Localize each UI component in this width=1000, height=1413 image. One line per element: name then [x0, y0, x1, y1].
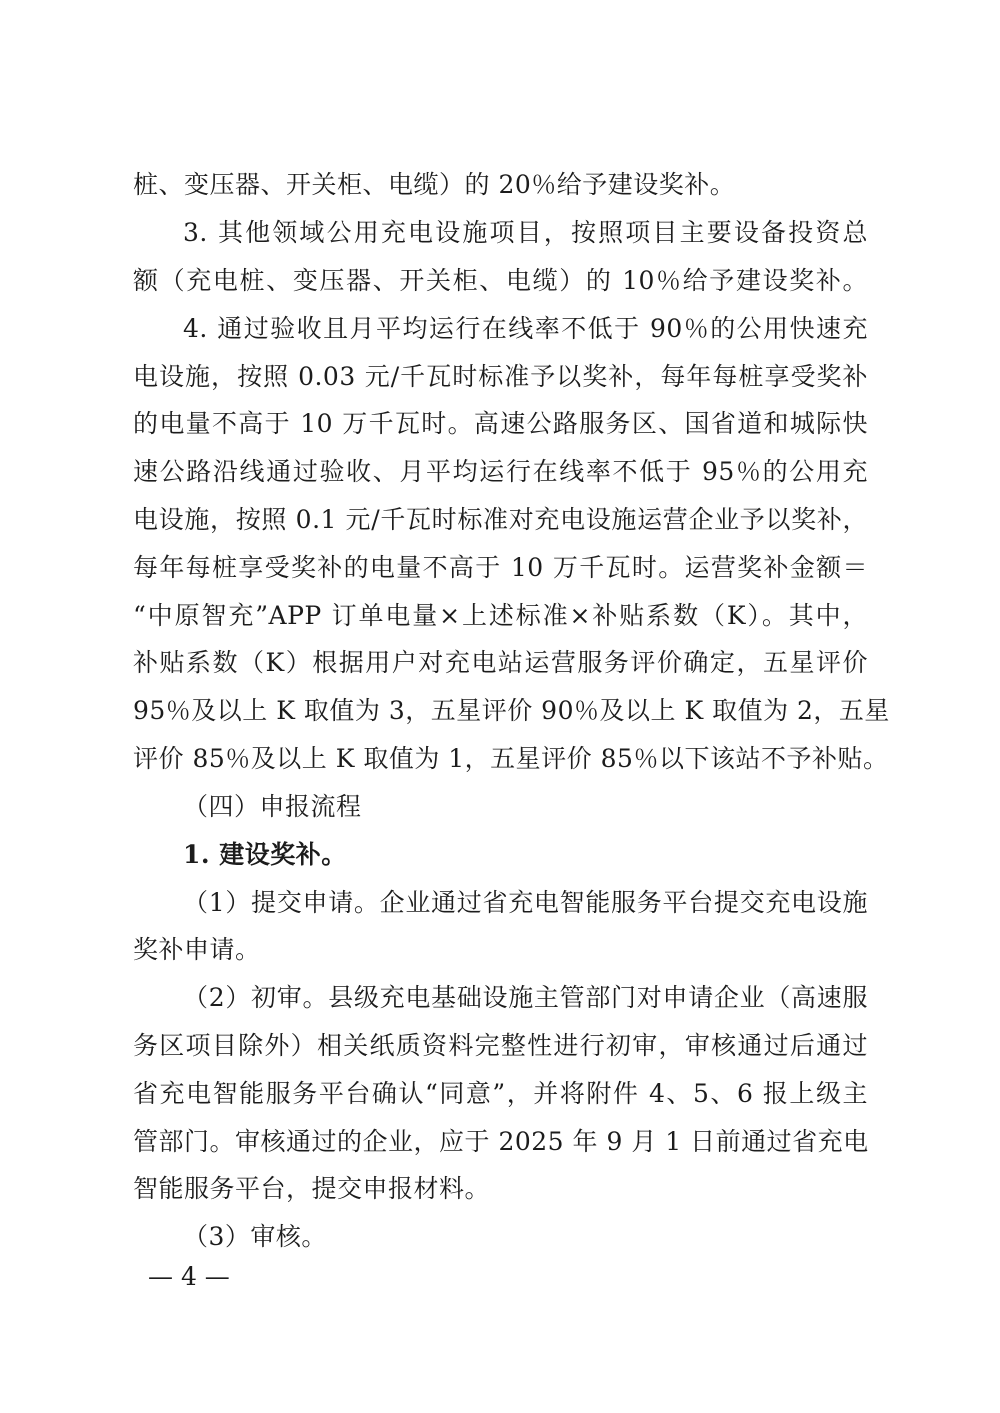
paragraph-line: 补贴系数（K）根据用户对充电站运营服务评价确定，五星评价 [133, 648, 868, 677]
paragraph-line: 95％及以上 K 取值为 3，五星评价 90％及以上 K 取值为 2，五星 [133, 696, 890, 725]
paragraph-line: 评价 85％及以上 K 取值为 1，五星评价 85％以下该站不予补贴。 [133, 744, 889, 773]
paragraph-line: 速公路沿线通过验收、月平均运行在线率不低于 95％的公用充 [133, 457, 868, 486]
paragraph-line: 电设施，按照 0.03 元/千瓦时标准予以奖补，每年每桩享受奖补 [133, 362, 868, 391]
paragraph-line: 3. 其他领域公用充电设施项目，按照项目主要设备投资总 [183, 218, 868, 247]
paragraph-line: 4. 通过验收且月平均运行在线率不低于 90％的公用快速充 [183, 314, 868, 343]
paragraph-line: 管部门。审核通过的企业，应于 2025 年 9 月 1 日前通过省充电 [133, 1127, 869, 1156]
subsection-heading: 1. 建设奖补。 [183, 840, 347, 869]
paragraph-line: （1）提交申请。企业通过省充电智能服务平台提交充电设施 [183, 888, 868, 917]
page-number: — 4 — [148, 1262, 230, 1291]
paragraph-line: 电设施，按照 0.1 元/千瓦时标准对充电设施运营企业予以奖补， [133, 505, 868, 534]
paragraph-line: 桩、变压器、开关柜、电缆）的 20％给予建设奖补。 [133, 170, 736, 199]
paragraph-line: 额（充电桩、变压器、开关柜、电缆）的 10％给予建设奖补。 [133, 266, 868, 295]
paragraph-line: 奖补申请。 [133, 935, 261, 964]
paragraph-line: 的电量不高于 10 万千瓦时。高速公路服务区、国省道和城际快 [133, 409, 868, 438]
paragraph-line: “中原智充”APP 订单电量×上述标准×补贴系数（K）。其中， [133, 601, 868, 630]
paragraph-line: 智能服务平台，提交申报材料。 [133, 1174, 491, 1203]
paragraph-line: 省充电智能服务平台确认“同意”，并将附件 4、5、6 报上级主 [133, 1079, 868, 1108]
paragraph-line: 每年每桩享受奖补的电量不高于 10 万千瓦时。运营奖补金额＝ [133, 553, 868, 582]
paragraph-line: （3）审核。 [183, 1222, 327, 1251]
paragraph-line: （2）初审。县级充电基础设施主管部门对申请企业（高速服 [183, 983, 868, 1012]
paragraph-line: 务区项目除外）相关纸质资料完整性进行初审，审核通过后通过 [133, 1031, 868, 1060]
section-heading: （四）申报流程 [183, 792, 362, 821]
